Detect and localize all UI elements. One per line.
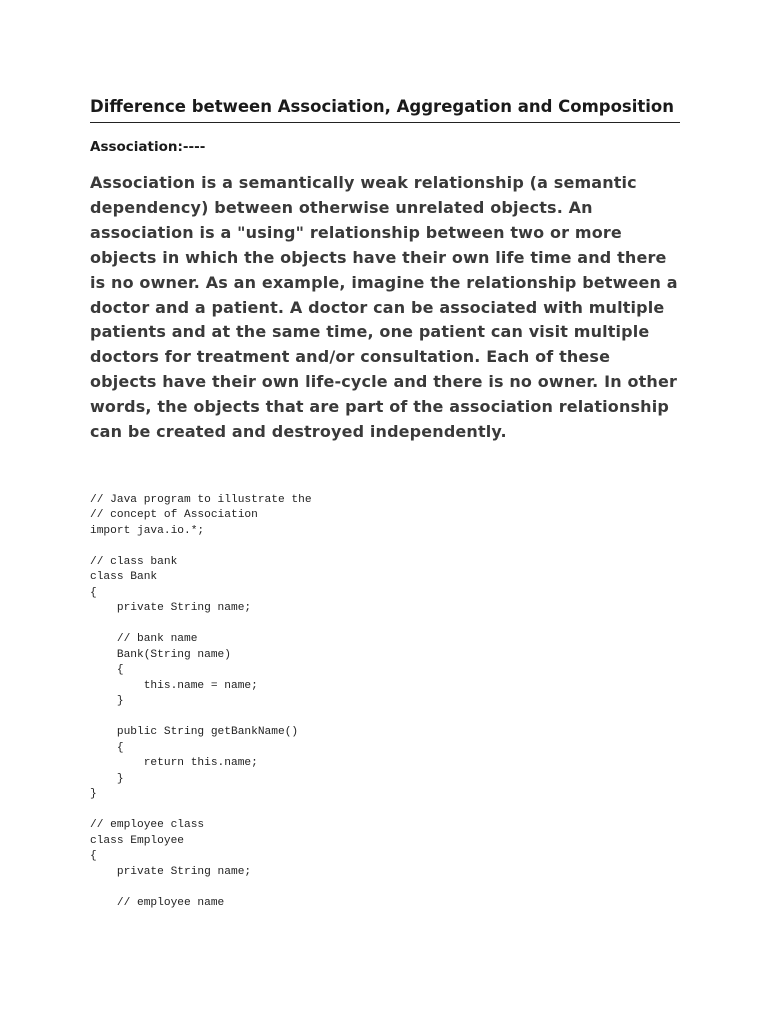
- section-heading-association: Association:----: [90, 139, 206, 155]
- association-paragraph: Association is a semantically weak relationship (a semantic dependency) between otherwise unrelated objects. An association is a "using" relationship between two or more objects in which the objects have their own life time and there is no owner. As an example, imagine the relationship between a doctor and a patient. A doctor can be associated with multiple patients and at the same time, one patient can visit multiple doctors for treatment and/or consultation. Each of these objects have their own life-cycle and there is no owner. In other words, the objects that are part of the association relationship can be created and destroyed independently.: [90, 173, 678, 442]
- document-page: [90, 93, 680, 911]
- java-code-block: // Java program to illustrate the // concept of Association import java.io.*; // class bank class Bank { private String name; // bank name Bank(String name) { this.name = name; } public String getBankName() { return this.name; } } // employee class class Employee { private String name; // employee name: [90, 493, 312, 909]
- document-title: Difference between Association, Aggregation and Composition: [90, 93, 680, 123]
